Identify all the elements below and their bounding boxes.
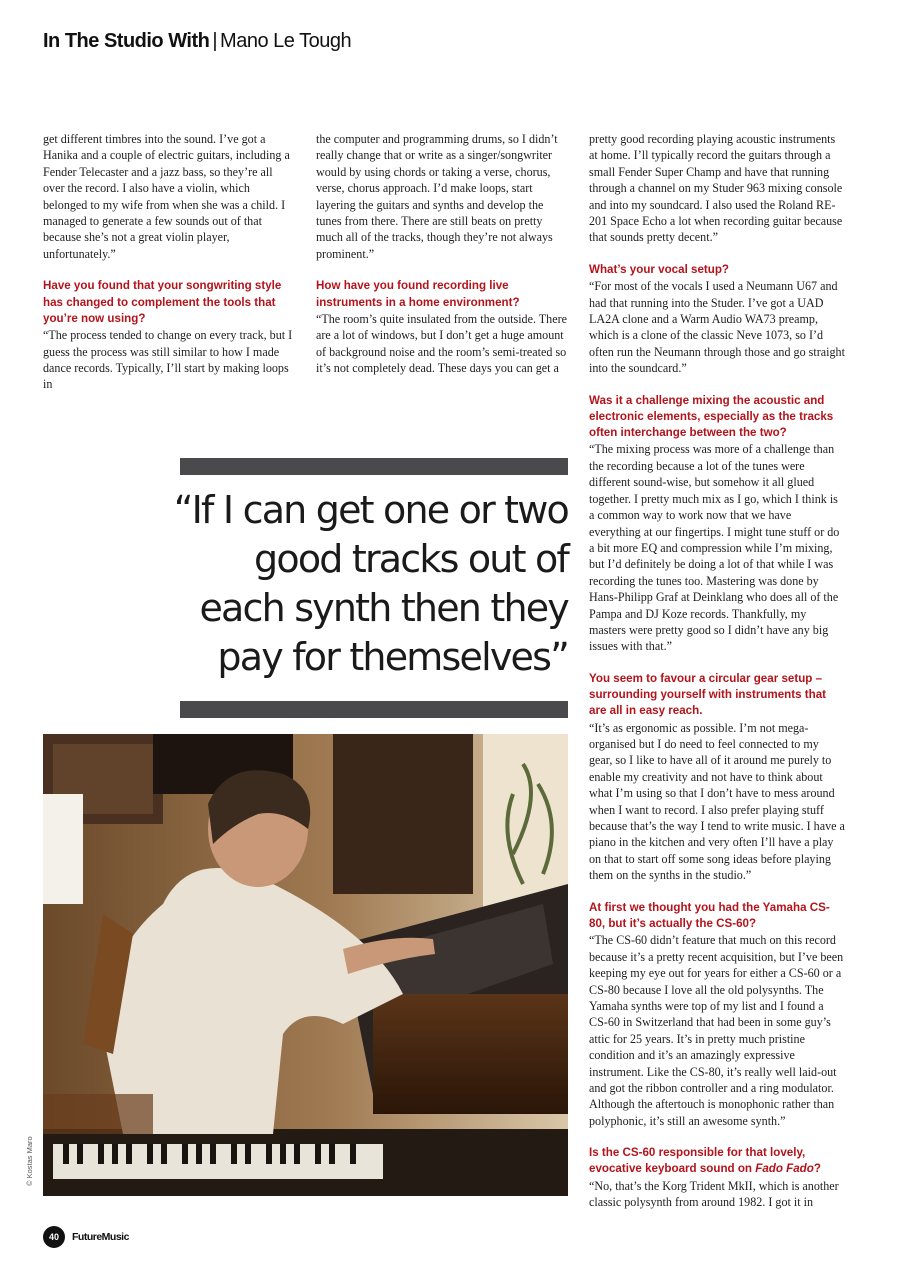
body-paragraph: “It’s as ergonomic as possible. I’m not mega-organised but I do need to feel connected to my gear, so I like to have all of it around me purely to enable my creativity and not have to think about what I’m using so that I don’t have to mess around when I want to record. I also prefer playing stuff because that’s the way I tend to write music. I have a piano in the kitchen and very often I’ll have a play on that to start off some song ideas before playing them on the synths in the studio.” [589, 720, 845, 883]
header-separator: | [212, 30, 218, 52]
studio-photo [43, 734, 568, 1196]
page-number: 40 [43, 1226, 65, 1248]
question-mark: ? [813, 1162, 821, 1176]
body-paragraph: “The mixing process was more of a challenge than the recording because a lot of the tunes were different sound-wise, but somehow it all glued together. I pretty much mix as I go, which I think is a common way to work now that we have everything at our fingertips. I might tune stuff or do a bit more EQ and compression while I’m mixing, but I’d definitely be doing a lot of that while I was recording the tunes too. Mastering was done by Hans-Philipp Graf at Deinklang who does all of the Pampa and DJ Koze records. Thankfully, my masters were pretty good so I didn’t have any big issues with that.” [589, 442, 840, 654]
text-column-3 [589, 131, 845, 1211]
pullquote-top-bar [180, 458, 568, 475]
body-paragraph: “No, that’s the Korg Trident MkII, which is another classic polysynth from around 1982. I got it in [589, 1178, 839, 1210]
interview-question: Was it a challenge mixing the acoustic and electronic elements, especially as the tracks often interchange between the two? [589, 393, 834, 440]
body-paragraph: “The room’s quite insulated from the outside. There are a lot of windows, but I don’t get a huge amount of background noise and the room’s semi-treated so it’s not completely dead. These days you can get a [316, 311, 567, 376]
running-header [43, 30, 351, 58]
subject-name: Mano Le Tough [220, 30, 352, 52]
pull-quote: “If I can get one or two good tracks out of each synth then they pay for themselves” [173, 488, 568, 679]
question-text: Is the CS-60 responsible for that lovely, evocative keyboard sound on [589, 1146, 806, 1176]
body-paragraph: the computer and programming drums, so I didn’t really change that or write as a singer/songwriter would by using chords or taking a verse, chorus, verse, chorus approach. I’d make loops, start layering the guitars and synths and develop the tunes from there. There are still beats on pretty much all of the tracks, though they’re not always prominent.” [316, 132, 558, 261]
interview-question: How have you found recording live instruments in a home environment? [316, 279, 520, 309]
text-column-2 [316, 131, 568, 376]
section-title: In The Studio With [43, 30, 210, 52]
body-paragraph: “The CS-60 didn’t feature that much on this record because it’s a pretty recent acquisition, but I’ve been keeping my eye out for years for either a CS-60 or a CS-80 because I love all the old polysynths. The Yamaha synths were top of my list and I found a CS-60 in Switzerland that had been in some guy’s attic for 25 years. It’s in pretty much pristine condition and it’s an amazingly expressive instrument. Like the CS-80, it’s really well laid-out and got the ribbon controller and a ring modulator. Although the aftertouch is monophonic rather than polyphonic, it’s still an awesome synth.” [589, 933, 844, 1128]
studio-photo-illustration [43, 734, 568, 1196]
page-footer [43, 1226, 129, 1250]
body-paragraph: pretty good recording playing acoustic instruments at home. I’ll typically record the guitars through a small Fender Super Champ and have that running through a channel on my Studer 963 mixing console and into my soundcard. I also used the Roland RE-201 Space Echo a lot when recording guitar because that sounds pretty decent.” [589, 132, 843, 245]
magazine-logo: FutureMusic [72, 1231, 129, 1243]
album-title: Fado Fado [755, 1162, 814, 1176]
interview-question: What’s your vocal setup? [589, 262, 730, 276]
interview-question [589, 1145, 845, 1178]
interview-question: You seem to favour a circular gear setup – surrounding yourself with instruments that are all in easy reach. [589, 671, 827, 718]
text-column-1 [43, 131, 295, 393]
body-paragraph: get different timbres into the sound. I’ve got a Hanika and a couple of electric guitars, including a Fender Telecaster and a jazz bass, so they’re all over the record. I also have a violin, which belonged to my wife from when she was a child. I managed to generate a few sounds out of that because she’s not a great violin player, unfortunately.” [43, 132, 290, 261]
pullquote-bottom-bar [180, 701, 568, 718]
interview-question: Have you found that your songwriting style has changed to complement the tools that you’re now using? [43, 279, 282, 325]
body-paragraph: “The process tended to change on every track, but I guess the process was still similar to how I made dance records. Typically, I’ll start by making loops in [43, 328, 293, 392]
interview-question: At first we thought you had the Yamaha CS-80, but it’s actually the CS-60? [589, 900, 830, 930]
photo-credit: © Kostas Maro [25, 1136, 34, 1186]
body-paragraph: “For most of the vocals I used a Neumann U67 and had that running into the Studer. I’ve got a UAD LA2A clone and a Warm Audio WA73 preamp, which is a clone of the classic Neve 1073, so I’d often run the Neumann through those and go straight into the soundcard.” [589, 279, 845, 376]
